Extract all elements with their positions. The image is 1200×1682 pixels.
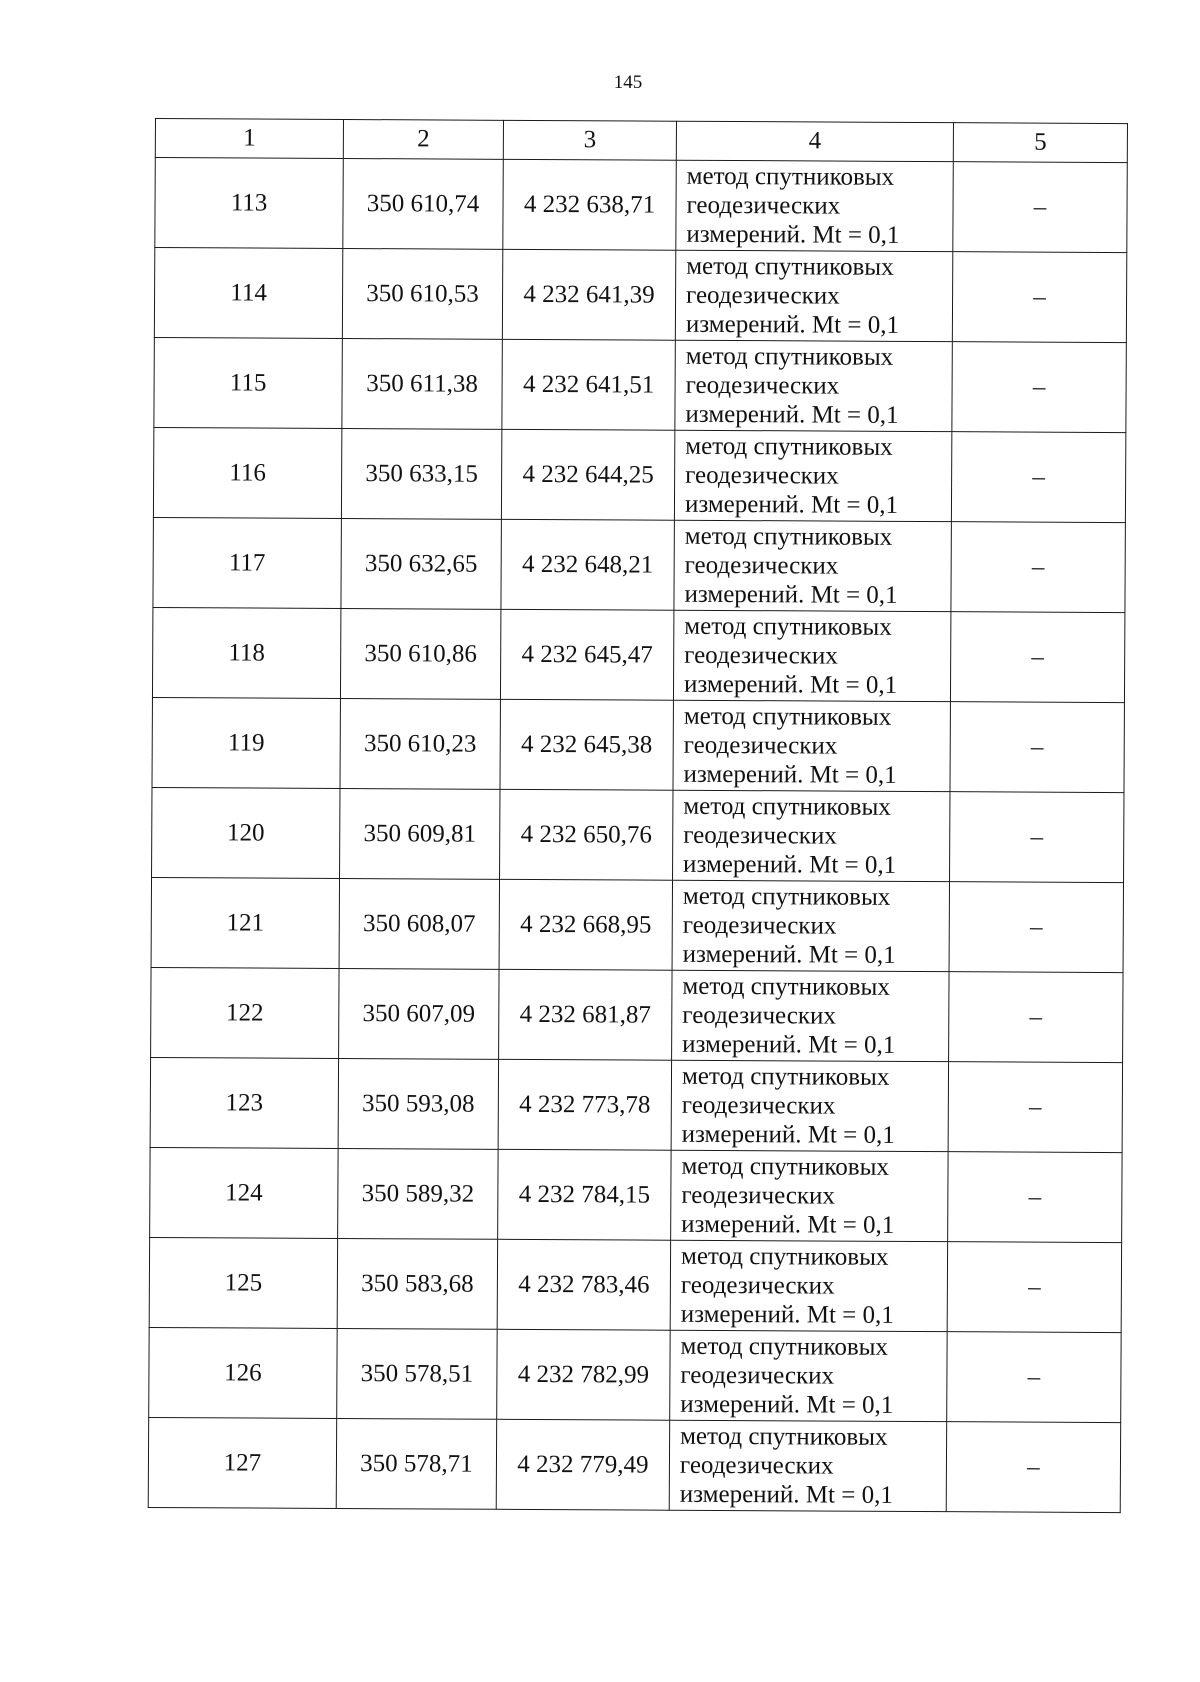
point-number-cell: 124 — [150, 1147, 338, 1238]
y-coordinate-cell: 4 232 782,99 — [497, 1329, 670, 1420]
x-coordinate-cell: 350 632,65 — [341, 518, 501, 609]
point-number-cell: 115 — [154, 337, 342, 428]
method-line-2: геодезических — [680, 1271, 835, 1300]
column-header-3: 3 — [503, 120, 676, 160]
x-coordinate-cell: 350 609,81 — [340, 788, 500, 879]
note-cell: – — [948, 1062, 1122, 1153]
note-cell: – — [947, 1332, 1121, 1423]
note-cell: – — [951, 522, 1125, 613]
method-line-1: метод спутниковых — [685, 432, 893, 461]
point-number-cell: 119 — [152, 697, 340, 788]
method-cell — [670, 1240, 947, 1331]
method-line-1: метод спутниковых — [686, 252, 894, 281]
note-cell: – — [949, 882, 1123, 973]
method-line-2: геодезических — [681, 1091, 836, 1120]
method-cell — [673, 790, 950, 881]
note-cell: – — [950, 612, 1124, 703]
note-cell: – — [952, 252, 1126, 343]
y-coordinate-cell: 4 232 784,15 — [498, 1149, 671, 1240]
method-cell — [670, 1330, 947, 1421]
method-line-2: геодезических — [681, 1181, 836, 1210]
note-cell: – — [952, 342, 1126, 433]
method-line-2: геодезических — [686, 281, 840, 310]
point-number-cell: 127 — [148, 1417, 336, 1508]
method-line-3: измерений. Mt = 0,1 — [685, 310, 900, 339]
method-cell — [669, 1420, 946, 1511]
x-coordinate-cell: 350 578,71 — [336, 1418, 496, 1509]
x-coordinate-cell: 350 578,51 — [337, 1328, 497, 1419]
y-coordinate-cell: 4 232 638,71 — [503, 159, 676, 250]
method-cell — [676, 160, 953, 251]
x-coordinate-cell: 350 608,07 — [339, 878, 499, 969]
y-coordinate-cell: 4 232 641,39 — [502, 249, 675, 340]
method-line-3: измерений. Mt = 0,1 — [680, 1390, 894, 1419]
note-cell: – — [947, 1242, 1121, 1333]
method-line-2: геодезических — [682, 1001, 836, 1030]
table-header-row — [155, 119, 1127, 163]
table-row — [150, 1147, 1122, 1242]
method-cell — [675, 250, 952, 341]
y-coordinate-cell: 4 232 645,47 — [500, 609, 673, 700]
y-coordinate-cell: 4 232 641,51 — [502, 339, 675, 430]
x-coordinate-cell: 350 611,38 — [342, 338, 502, 429]
method-line-3: измерений. Mt = 0,1 — [683, 850, 897, 879]
method-line-1: метод спутниковых — [682, 882, 891, 911]
point-number-cell: 117 — [153, 517, 341, 608]
table-row — [152, 787, 1124, 882]
method-cell — [673, 610, 950, 701]
method-cell — [671, 1060, 948, 1151]
method-line-1: метод спутниковых — [683, 702, 892, 731]
method-line-1: метод спутниковых — [685, 342, 894, 371]
x-coordinate-cell: 350 593,08 — [338, 1058, 498, 1149]
method-line-3: измерений. Mt = 0,1 — [681, 1120, 895, 1149]
table-row — [154, 337, 1126, 432]
method-line-3: измерений. Mt = 0,1 — [679, 1480, 893, 1509]
column-header-1: 1 — [155, 119, 343, 159]
method-line-1: метод спутниковых — [680, 1422, 888, 1451]
method-line-2: геодезических — [684, 551, 839, 580]
x-coordinate-cell: 350 610,53 — [342, 248, 502, 339]
method-line-1: метод спутниковых — [680, 1242, 889, 1271]
page-number: 145 — [613, 72, 643, 93]
point-number-cell: 114 — [154, 248, 342, 339]
table-row — [149, 1327, 1121, 1422]
point-number-cell: 121 — [151, 877, 339, 968]
method-line-3: измерений. Mt = 0,1 — [685, 400, 899, 429]
method-line-2: геодезических — [685, 371, 840, 400]
method-cell — [671, 1150, 948, 1241]
method-line-1: метод спутниковых — [681, 1152, 889, 1181]
point-number-cell: 113 — [155, 158, 343, 249]
note-cell: – — [949, 972, 1123, 1063]
method-line-3: измерений. Mt = 0,1 — [682, 940, 896, 969]
y-coordinate-cell: 4 232 668,95 — [499, 879, 672, 970]
method-cell — [675, 340, 952, 431]
column-header-4: 4 — [676, 121, 953, 161]
method-line-2: геодезических — [686, 191, 841, 220]
table-row — [150, 1057, 1122, 1152]
table-row — [151, 877, 1123, 972]
x-coordinate-cell: 350 583,68 — [337, 1238, 497, 1329]
method-line-3: измерений. Mt = 0,1 — [681, 1210, 895, 1239]
table-row — [154, 248, 1126, 343]
method-line-1: метод спутниковых — [681, 1062, 890, 1091]
method-line-3: измерений. Mt = 0,1 — [680, 1300, 894, 1329]
table-row — [153, 427, 1125, 522]
note-cell: – — [951, 432, 1125, 523]
point-number-cell: 123 — [150, 1057, 338, 1148]
method-line-1: метод спутниковых — [686, 162, 895, 191]
table-row — [153, 517, 1125, 612]
method-cell — [672, 880, 949, 971]
point-number-cell: 116 — [153, 427, 341, 518]
y-coordinate-cell: 4 232 773,78 — [498, 1059, 671, 1150]
method-line-3: измерений. Mt = 0,1 — [683, 670, 898, 699]
note-cell: – — [950, 702, 1124, 793]
y-coordinate-cell: 4 232 650,76 — [500, 789, 673, 880]
x-coordinate-cell: 350 610,86 — [340, 608, 500, 699]
method-line-1: метод спутниковых — [683, 792, 891, 821]
method-cell — [672, 970, 949, 1061]
y-coordinate-cell: 4 232 681,87 — [499, 969, 672, 1060]
table-body — [148, 158, 1127, 1513]
method-cell — [673, 700, 950, 791]
table-row — [152, 607, 1124, 702]
y-coordinate-cell: 4 232 648,21 — [501, 519, 674, 610]
method-line-2: геодезических — [683, 821, 837, 850]
table-row — [152, 697, 1124, 792]
method-line-3: измерений. Mt = 0,1 — [682, 1030, 896, 1059]
y-coordinate-cell: 4 232 645,38 — [500, 699, 673, 790]
method-line-3: измерений. Mt = 0,1 — [683, 760, 897, 789]
point-number-cell: 122 — [151, 967, 339, 1058]
column-header-5: 5 — [953, 123, 1127, 163]
method-line-1: метод спутниковых — [680, 1332, 889, 1361]
method-line-3: измерений. Mt = 0,1 — [686, 220, 900, 249]
method-line-3: измерений. Mt = 0,1 — [684, 490, 899, 519]
note-cell: – — [953, 162, 1127, 253]
point-number-cell: 125 — [149, 1237, 337, 1328]
note-cell: – — [946, 1422, 1120, 1513]
method-line-2: геодезических — [683, 731, 838, 760]
x-coordinate-cell: 350 607,09 — [339, 968, 499, 1059]
method-line-2: геодезических — [679, 1451, 834, 1480]
table-row — [151, 967, 1123, 1062]
table-row — [149, 1237, 1121, 1332]
x-coordinate-cell: 350 633,15 — [341, 428, 501, 519]
method-line-1: метод спутниковых — [684, 612, 892, 641]
point-number-cell: 126 — [149, 1327, 337, 1418]
note-cell: – — [950, 792, 1124, 883]
table-row — [148, 1417, 1120, 1512]
coordinates-table — [148, 118, 1128, 1513]
point-number-cell: 118 — [152, 607, 340, 698]
x-coordinate-cell: 350 610,23 — [340, 698, 500, 789]
y-coordinate-cell: 4 232 779,49 — [496, 1419, 669, 1510]
method-cell — [674, 520, 951, 611]
method-line-2: геодезических — [682, 911, 837, 940]
column-header-2: 2 — [343, 119, 503, 159]
note-cell: – — [948, 1152, 1122, 1243]
method-line-2: геодезических — [685, 461, 839, 490]
method-line-1: метод спутниковых — [682, 972, 890, 1001]
method-line-2: геодезических — [680, 1361, 835, 1390]
point-number-cell: 120 — [152, 787, 340, 878]
method-line-3: измерений. Mt = 0,1 — [684, 580, 898, 609]
y-coordinate-cell: 4 232 644,25 — [501, 429, 674, 520]
x-coordinate-cell: 350 610,74 — [343, 158, 503, 249]
y-coordinate-cell: 4 232 783,46 — [497, 1239, 670, 1330]
table-row — [155, 158, 1127, 253]
method-line-1: метод спутниковых — [684, 522, 893, 551]
x-coordinate-cell: 350 589,32 — [338, 1148, 498, 1239]
method-line-2: геодезических — [684, 641, 838, 670]
method-cell — [674, 430, 951, 521]
